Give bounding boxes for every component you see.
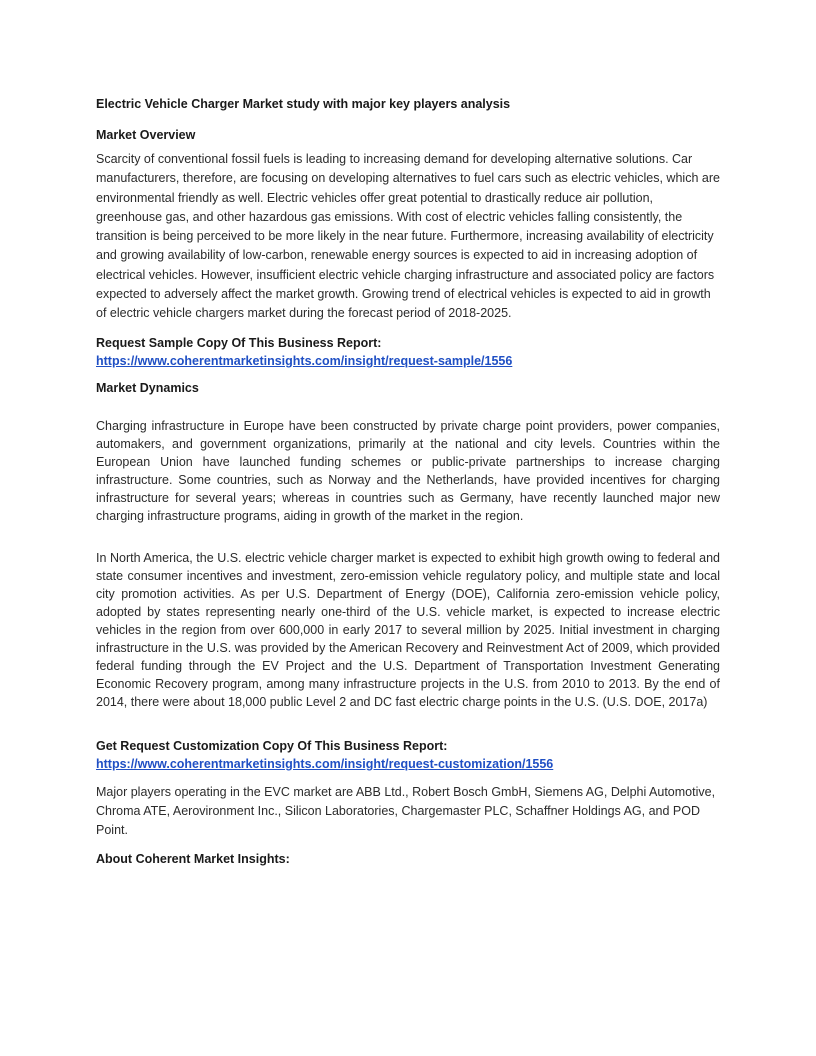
spacer (96, 721, 720, 737)
spacer (96, 535, 720, 549)
market-overview-paragraph: Scarcity of conventional fossil fuels is leading to increasing demand for developing alternative solutions. Car manufacturers, therefore, are focusing on developing alternatives to fuel cars such as electric vehicles, which are environmental friendly as well. Electric vehicles offer great potential to drastically reduce air pollution, greenhouse gas, and other hazardous gas emissions. With cost of electric vehicles falling consistently, the transition is being perceived to be more likely in the near future. Furthermore, increasing availability of electricity and growing availability of low-carbon, renewable energy sources is expected to aid in increasing adoption of electrical vehicles. However, insufficient electric vehicle charging infrastructure and associated policy are factors expected to adversely affect the market growth. Growing trend of electrical vehicles is expected to aid in growth of electric vehicle chargers market during the forecast period of 2018-2025. (96, 152, 720, 321)
sample-request-link[interactable]: https://www.coherentmarketinsights.com/insight/request-sample/1556 (96, 353, 513, 368)
market-dynamics-heading: Market Dynamics (96, 380, 199, 395)
sample-request-block (96, 334, 720, 370)
about-heading: About Coherent Market Insights: (96, 851, 290, 866)
spacer (96, 403, 720, 417)
document-title: Electric Vehicle Charger Market study with major key players analysis (96, 97, 511, 111)
market-dynamics-paragraph-north-america: In North America, the U.S. electric vehicle charger market is expected to exhibit high growth owing to federal and state consumer incentives and investment, zero-emission vehicle regulatory policy, and multiple state and local city promotion activities. As per U.S. Department of Energy (DOE), California zero-emission vehicle policy, adopted by states representing nearly one-third of the U.S. vehicle market, is expected to increase electric vehicles in the region from over 600,000 in early 2017 to several million by 2025. Initial investment in charging infrastructure in the U.S. was provided by the American Recovery and Reinvestment Act of 2009, which provided federal funding through the EV Project and the U.S. Department of Transportation Investment Generating Economic Recovery program, among many infrastructure projects in the U.S. from 2010 to 2013. By the end of 2014, there were about 18,000 public Level 2 and DC fast electric charge points in the U.S. (U.S. DOE, 2017a) (96, 550, 720, 709)
key-players-paragraph: Major players operating in the EVC market are ABB Ltd., Robert Bosch GmbH, Siemens AG, Delphi Automotive, Chroma ATE, Aerovironment Inc., Silicon Laboratories, Chargemaster PLC, Schaffner Holdings AG, and POD Point. (96, 784, 716, 838)
customization-request-link[interactable]: https://www.coherentmarketinsights.com/insight/request-customization/1556 (96, 756, 554, 771)
market-overview-heading: Market Overview (96, 128, 196, 142)
document-page (96, 96, 720, 874)
customization-request-label: Get Request Customization Copy Of This Business Report: (96, 738, 448, 753)
customization-request-block (96, 737, 720, 773)
sample-request-label: Request Sample Copy Of This Business Report: (96, 335, 382, 350)
market-dynamics-paragraph-europe: Charging infrastructure in Europe have been constructed by private charge point providers, power companies, automakers, and government organizations, primarily at the national and city levels. Countries within the European Union have launched funding schemes or public-private partnerships to increase charging infrastructure. Some countries, such as Norway and the Netherlands, have provided incentives for charging infrastructure for several years; whereas in countries such as Germany, have recently launched major new charging infrastructure programs, aiding in growth of the market in the region. (96, 418, 720, 523)
